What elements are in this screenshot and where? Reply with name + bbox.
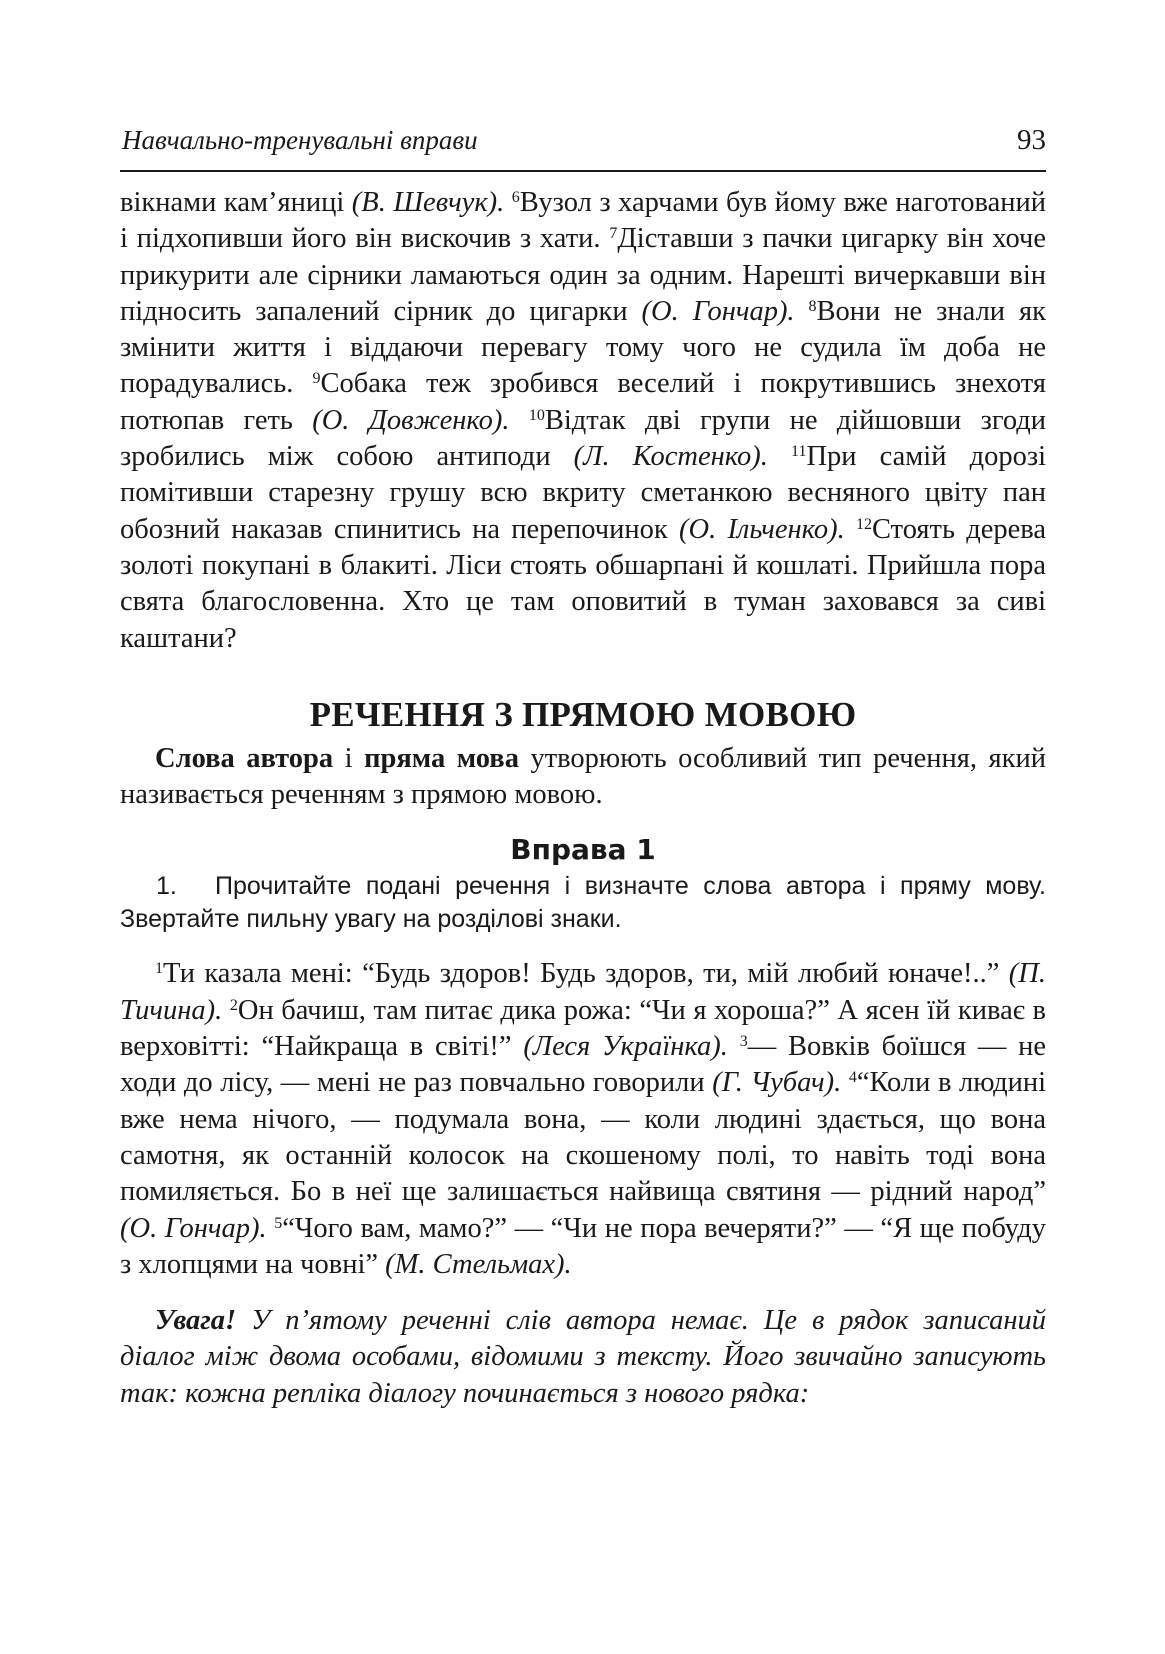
- text-run: При самій дорозі помітивши старезну грушу всю вкриту сметанкою весняного цвіту пан обозний наказав спинитись на перепочинок: [120, 441, 1047, 545]
- author-citation: (Леся Українка).: [523, 1031, 728, 1063]
- running-title: Навчально-тренувальні вправи: [122, 125, 478, 155]
- author-citation: (Л. Костенко).: [573, 441, 768, 473]
- text-run: [728, 1031, 740, 1062]
- text-run: утворюють особливий тип речення, який називається реченням з прямою мовою.: [120, 742, 1046, 811]
- sentence-number: 7: [609, 225, 618, 243]
- author-citation: (О. Гончар).: [641, 295, 795, 327]
- text-run: Он бачиш, там питає дика рожа: “Чи я хороша?” А ясен їй киває в верховітті: “Найкраща в світі!”: [120, 994, 1046, 1063]
- author-citation: (В. Шевчук).: [351, 187, 505, 218]
- text-run: [222, 995, 230, 1026]
- section-title: РЕЧЕННЯ З ПРЯМОЮ МОВОЮ: [309, 694, 857, 734]
- task-text: Прочитайте подані речення і визначте слова автора і пряму мову. Звертайте пильну увагу на розділові знаки.: [120, 872, 1046, 934]
- text-run: Ти казала мені: “Будь здоров! Будь здоров, ти, мій любий юначе!..”: [163, 958, 1009, 990]
- sentence-number: 4: [848, 1069, 857, 1087]
- bold-term: пряма мова: [364, 742, 519, 774]
- continued-exercise-text: [120, 185, 1046, 657]
- text-run: У п’ятому реченні слів автора немає. Це в рядок записаний діалог між двома особами, відомими з тексту. Його звичайно записують так: кожна репліка діалогу починається з нового рядка:: [120, 1305, 1046, 1409]
- bold-term: Увага!: [155, 1305, 237, 1337]
- sentence-number: 1: [155, 960, 163, 978]
- author-citation: (М. Стельмах).: [385, 1248, 572, 1280]
- sentence-number: 8: [808, 298, 817, 316]
- page-header: [120, 120, 1046, 172]
- sentence-number: 3: [739, 1033, 748, 1051]
- text-run: “Коли в людині вже нема нічого, — подумала вона, — коли людині здається, що вона самотня, як останній колосок на скошеному полі, то навіть тоді вона помиляється. Бо в неї ще залишається найвища святиня — рідний народ”: [120, 1067, 1047, 1208]
- sentence-number: 9: [312, 370, 321, 388]
- sentence-number: 5: [274, 1214, 283, 1232]
- sentence-number: 10: [528, 406, 545, 424]
- sentence-number: 11: [791, 443, 807, 461]
- text-run: [795, 296, 809, 327]
- exercise-title: Вправа 1: [510, 833, 656, 867]
- section-definition: [120, 741, 1046, 814]
- bold-term: Слова автора: [155, 742, 334, 774]
- text-run: Собака теж зробився веселий і покрутившись знехотя потюпав геть: [120, 368, 1046, 436]
- text-run: Діставши з пачки цигарку він хоче прикурити але сірники ламаються один за одним. Нарешті вичеркавши він підносить запалений сірник до цигарки: [120, 223, 1046, 327]
- text-run: [510, 405, 529, 436]
- text-run: [768, 441, 791, 472]
- page-number: 93: [1017, 124, 1046, 156]
- text-run: — Вовків боїшся — не ходи до лісу, — мені не раз повчально говорили: [120, 1031, 1047, 1099]
- text-run: Стоять дерева золоті покупані в блакиті. Ліси стоять обшарпані й кошлаті. Прийшла пора свята благословенна. Хто це там оповитий в туман заховався за сиві каштани?: [120, 513, 1047, 654]
- text-run: [845, 514, 856, 545]
- text-run: вікнами кам’яниці: [120, 187, 352, 218]
- author-citation: (О. Ільченко).: [679, 513, 845, 545]
- spacer: [120, 936, 1046, 956]
- spacer: [120, 1283, 1046, 1303]
- author-citation: (О. Гончар).: [120, 1212, 267, 1244]
- author-citation: (Г. Чубач).: [712, 1067, 842, 1099]
- text-run: Відтак дві групи не дійшовши згоди зробились між собою антиподи: [120, 404, 1047, 473]
- text-run: “Чого вам, мамо?” — “Чи не пора вечеряти?” — “Я ще побуду з хлопцями на човні”: [120, 1212, 1046, 1280]
- sentence-number: 12: [856, 515, 872, 533]
- text-run: [841, 1067, 849, 1098]
- task-number: 1.: [156, 872, 177, 901]
- text-run: Вузол з харчами був йому вже наготований і підхопивши його він вискочив з хати.: [120, 187, 1047, 255]
- sentence-number: 2: [229, 996, 238, 1014]
- author-citation: (П. Тичина).: [120, 958, 1046, 1026]
- exercise-sentences: [120, 956, 1046, 1283]
- sentence-number: 6: [511, 189, 520, 207]
- attention-note: [120, 1303, 1046, 1412]
- page-body: [120, 185, 1046, 1412]
- text-run: [504, 187, 512, 218]
- exercise-task: [120, 870, 1046, 936]
- author-citation: (О. Довженко).: [312, 404, 510, 436]
- text-run: Вони не знали як змінити життя і віддаючи перевагу тому чого не судила їм доба не порадувались.: [120, 295, 1046, 400]
- text-run: і: [333, 742, 365, 774]
